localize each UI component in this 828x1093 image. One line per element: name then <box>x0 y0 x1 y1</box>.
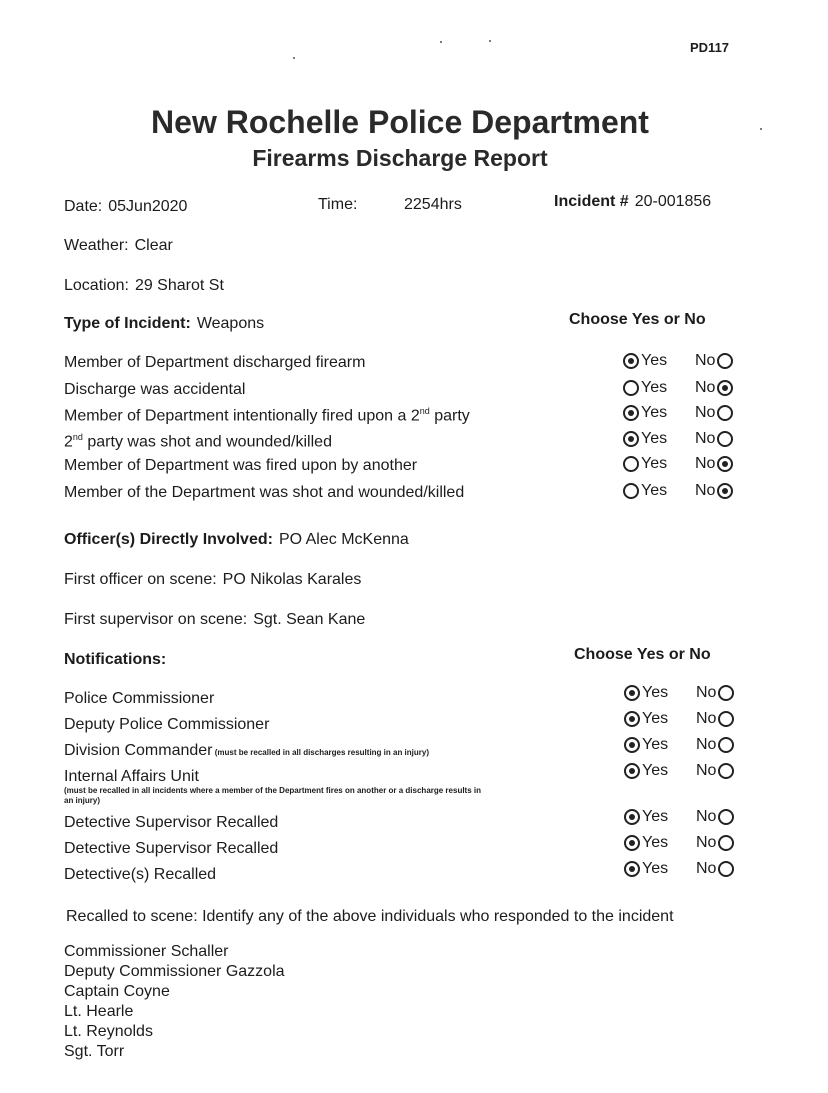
date-value: 05Jun2020 <box>108 198 188 215</box>
no-radio[interactable] <box>718 835 734 851</box>
no-label: No <box>696 710 717 727</box>
no-option[interactable] <box>696 762 734 780</box>
yes-option[interactable] <box>624 710 668 728</box>
no-option[interactable] <box>695 404 733 422</box>
yes-radio[interactable] <box>624 685 640 701</box>
first-supervisor-value: Sgt. Sean Kane <box>253 611 366 628</box>
yes-label: Yes <box>641 455 668 472</box>
yes-label: Yes <box>641 404 668 421</box>
no-radio[interactable] <box>717 456 733 472</box>
yes-label: Yes <box>642 736 669 753</box>
no-radio[interactable] <box>717 353 733 369</box>
location-field <box>64 277 224 295</box>
no-radio[interactable] <box>717 431 733 447</box>
yes-option[interactable] <box>624 808 668 826</box>
recalled-person: Captain Coyne <box>64 983 170 1000</box>
scan-speck <box>440 41 442 43</box>
yes-label: Yes <box>641 430 668 447</box>
weather-value: Clear <box>134 237 173 254</box>
scan-speck <box>489 40 491 42</box>
weather-field <box>64 237 173 255</box>
incident-number-field <box>554 193 711 211</box>
yes-label: Yes <box>642 684 669 701</box>
no-radio[interactable] <box>717 380 733 396</box>
notification-text: Detective Supervisor Recalled <box>64 840 279 857</box>
no-label: No <box>696 736 717 753</box>
yes-radio[interactable] <box>623 483 639 499</box>
no-label: No <box>695 379 716 396</box>
yes-option[interactable] <box>624 834 668 852</box>
form-code: PD117 <box>690 40 730 55</box>
yes-label: Yes <box>642 808 669 825</box>
no-option[interactable] <box>696 860 734 878</box>
question-label: Member of Department intentionally fired upon a 2nd party <box>64 406 470 425</box>
date-label: Date: <box>64 198 103 215</box>
notifications-heading: Notifications: <box>64 651 167 668</box>
no-label: No <box>695 455 716 472</box>
notification-label <box>64 840 278 858</box>
yes-option[interactable] <box>624 684 668 702</box>
yes-radio[interactable] <box>624 711 640 727</box>
incident-type-value: Weapons <box>196 315 265 332</box>
no-label: No <box>696 684 717 701</box>
recalled-person: Lt. Hearle <box>64 1003 134 1020</box>
no-option[interactable] <box>696 710 734 728</box>
question-label: Member of Department was fired upon by another <box>64 457 418 474</box>
yes-radio[interactable] <box>623 353 639 369</box>
no-radio[interactable] <box>717 405 733 421</box>
yes-radio[interactable] <box>624 809 640 825</box>
yes-radio[interactable] <box>624 763 640 779</box>
notification-note: (must be recalled in all discharges resulting in an injury) <box>212 748 429 757</box>
notification-text: Detective(s) Recalled <box>64 866 217 883</box>
yes-radio[interactable] <box>624 835 640 851</box>
no-label: No <box>695 482 716 499</box>
radio-dot <box>629 814 635 820</box>
yes-radio[interactable] <box>623 405 639 421</box>
no-radio[interactable] <box>718 737 734 753</box>
recalled-heading: Recalled to scene: Identify any of the above individuals who responded to the incident <box>66 908 674 925</box>
date-field <box>64 198 187 216</box>
no-radio[interactable] <box>717 483 733 499</box>
no-radio[interactable] <box>718 809 734 825</box>
notification-label <box>64 690 214 708</box>
radio-dot <box>629 742 635 748</box>
no-label: No <box>695 430 716 447</box>
notification-label <box>64 742 429 760</box>
yes-option[interactable] <box>623 404 667 422</box>
recalled-person: Lt. Reynolds <box>64 1023 153 1040</box>
question-label: 2nd party was shot and wounded/killed <box>64 432 332 451</box>
question-label: Member of Department discharged firearm <box>64 354 366 371</box>
notification-label <box>64 716 269 734</box>
no-option[interactable] <box>695 352 733 370</box>
no-label: No <box>696 762 717 779</box>
yes-option[interactable] <box>624 736 668 754</box>
recalled-person: Commissioner Schaller <box>64 943 229 960</box>
time-label: Time: <box>318 196 358 213</box>
radio-dot <box>629 768 635 774</box>
yes-label: Yes <box>641 379 668 396</box>
first-officer-value: PO Nikolas Karales <box>222 571 362 588</box>
report-title: Firearms Discharge Report <box>252 145 548 171</box>
organization-title: New Rochelle Police Department <box>151 104 649 140</box>
first-officer-label: First officer on scene: <box>64 571 217 588</box>
notification-note: (must be recalled in all incidents where a member of the Department fires on another or a discharge results in <box>64 786 481 795</box>
no-radio[interactable] <box>718 711 734 727</box>
radio-dot <box>629 716 635 722</box>
yes-label: Yes <box>641 482 668 499</box>
officers-involved-value: PO Alec McKenna <box>278 531 409 548</box>
choose-yes-no-heading-2: Choose Yes or No <box>574 646 711 663</box>
weather-label: Weather: <box>64 237 129 254</box>
recalled-person: Deputy Commissioner Gazzola <box>64 963 285 980</box>
first-supervisor-label: First supervisor on scene: <box>64 611 248 628</box>
yes-radio[interactable] <box>624 737 640 753</box>
no-label: No <box>696 808 717 825</box>
question-label: Member of the Department was shot and wounded/killed <box>64 484 465 501</box>
question-label: Discharge was accidental <box>64 381 246 398</box>
notification-text: Deputy Police Commissioner <box>64 716 270 733</box>
notification-text: Police Commissioner <box>64 690 215 707</box>
notification-label <box>64 814 278 832</box>
yes-label: Yes <box>642 834 669 851</box>
no-option[interactable] <box>696 684 734 702</box>
ordinal-suffix: nd <box>419 406 430 416</box>
time-value: 2254hrs <box>404 196 462 213</box>
location-label: Location: <box>64 277 129 294</box>
no-option[interactable] <box>695 430 733 448</box>
no-option[interactable] <box>695 482 733 500</box>
yes-radio[interactable] <box>623 380 639 396</box>
no-radio[interactable] <box>718 763 734 779</box>
incident-type-label: Type of Incident: <box>64 315 191 332</box>
radio-dot <box>722 385 728 391</box>
notification-text: Internal Affairs Unit <box>64 768 199 785</box>
yes-option[interactable] <box>623 455 667 473</box>
yes-label: Yes <box>642 860 669 877</box>
radio-dot <box>628 436 634 442</box>
no-label: No <box>696 834 717 851</box>
no-label: No <box>696 860 717 877</box>
notification-label <box>64 866 216 884</box>
radio-dot <box>722 488 728 494</box>
no-option[interactable] <box>696 736 734 754</box>
no-label: No <box>695 352 716 369</box>
no-radio[interactable] <box>718 861 734 877</box>
no-option[interactable] <box>695 379 733 397</box>
first-officer-field <box>64 571 361 589</box>
radio-dot <box>628 410 634 416</box>
radio-dot <box>629 840 635 846</box>
yes-option[interactable] <box>623 482 667 500</box>
officers-involved-field <box>64 531 409 549</box>
no-option[interactable] <box>696 834 734 852</box>
yes-option[interactable] <box>623 430 667 448</box>
radio-dot <box>722 461 728 467</box>
yes-option[interactable] <box>624 762 668 780</box>
radio-dot <box>628 358 634 364</box>
notification-text: Detective Supervisor Recalled <box>64 814 279 831</box>
incident-number-value: 20-001856 <box>634 193 712 210</box>
no-radio[interactable] <box>718 685 734 701</box>
yes-label: Yes <box>641 352 668 369</box>
yes-label: Yes <box>642 762 669 779</box>
yes-option[interactable] <box>623 352 667 370</box>
no-option[interactable] <box>695 455 733 473</box>
yes-option[interactable] <box>624 860 668 878</box>
location-value: 29 Sharot St <box>134 277 224 294</box>
scan-speck <box>293 57 295 59</box>
no-option[interactable] <box>696 808 734 826</box>
incident-number-label: Incident # <box>554 193 629 210</box>
yes-option[interactable] <box>623 379 667 397</box>
yes-label: Yes <box>642 710 669 727</box>
radio-dot <box>629 690 635 696</box>
yes-radio[interactable] <box>623 456 639 472</box>
no-label: No <box>695 404 716 421</box>
notification-label <box>64 768 199 786</box>
yes-radio[interactable] <box>623 431 639 447</box>
notification-text: Division Commander <box>64 742 213 759</box>
officers-involved-label: Officer(s) Directly Involved: <box>64 531 273 548</box>
incident-type-field <box>64 315 264 333</box>
yes-radio[interactable] <box>624 861 640 877</box>
ordinal-suffix: nd <box>72 432 83 442</box>
radio-dot <box>629 866 635 872</box>
notification-note-cont: an injury) <box>64 796 101 805</box>
first-supervisor-field <box>64 611 365 629</box>
recalled-person: Sgt. Torr <box>64 1043 125 1060</box>
choose-yes-no-heading: Choose Yes or No <box>569 311 706 328</box>
